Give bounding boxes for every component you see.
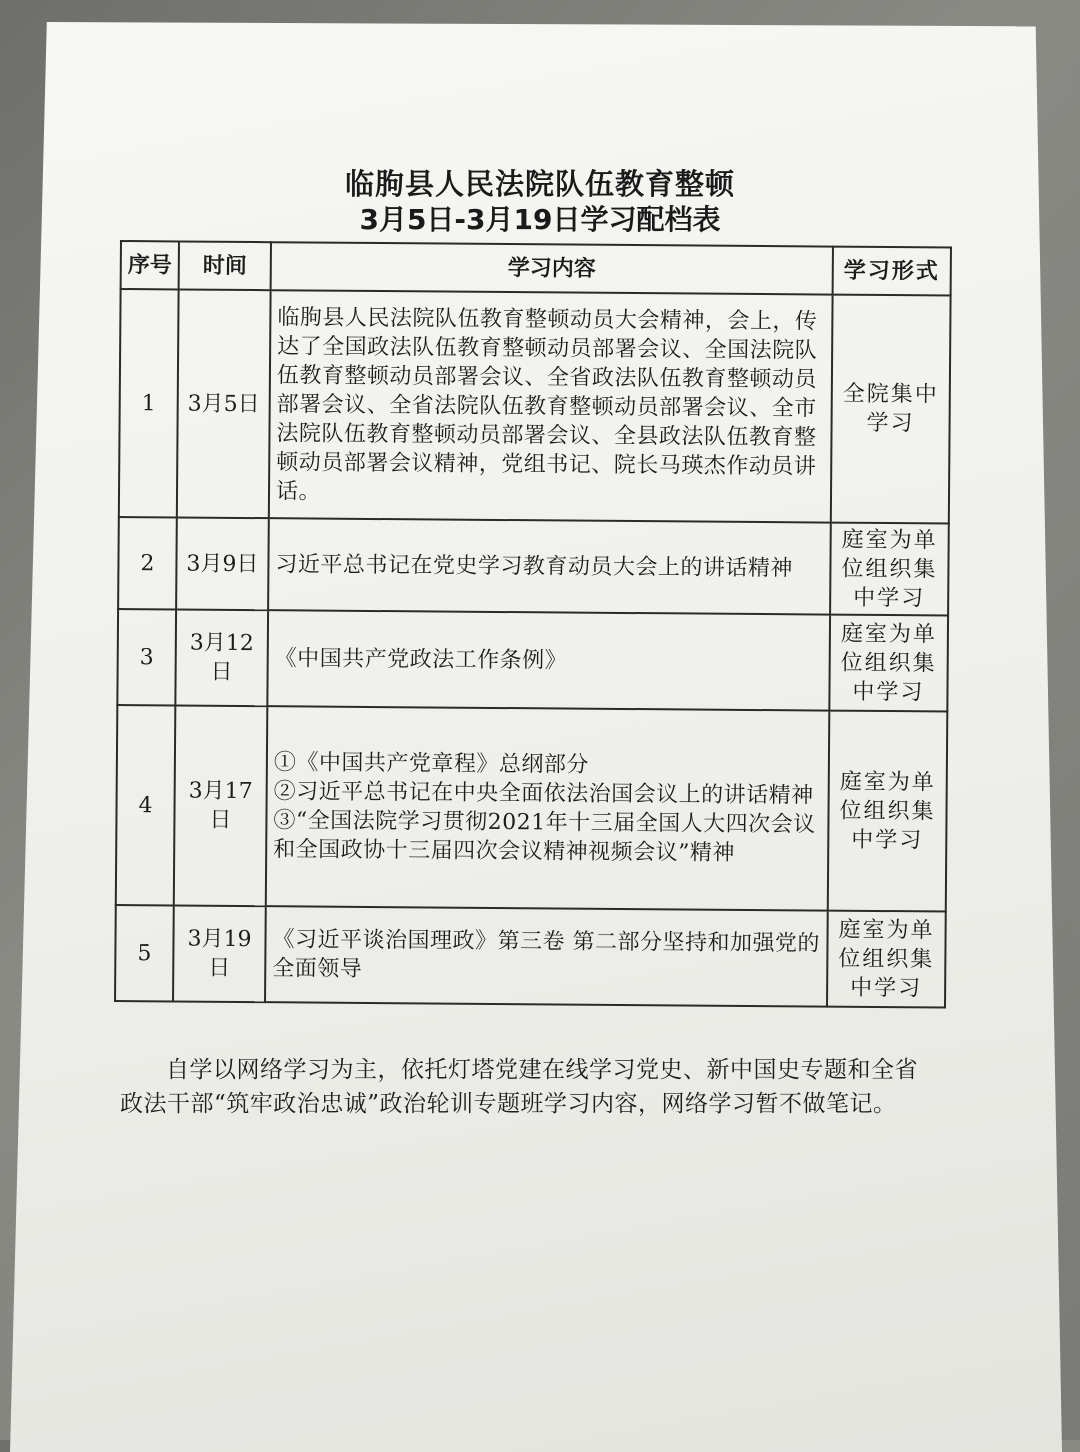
table-row <box>118 517 949 616</box>
header-number: 序号 <box>121 241 179 289</box>
row-form: 庭室为单位组织集中学习 <box>830 523 949 616</box>
content-line: 《习近平谈治国理政》第三卷 第二部分坚持和加强党的全面领导 <box>272 927 821 982</box>
row-form: 庭室为单位组织集中学习 <box>827 911 946 1008</box>
content-line: ③“全国法院学习贯彻2021年十三届全国人大四次会议和全国政协十三届四次会议精神视频会议”精神 <box>273 808 816 866</box>
content-line: ①《中国共产党章程》总纲部分 <box>273 750 590 778</box>
row-time: 3月12日 <box>175 609 268 706</box>
row-number: 5 <box>115 905 174 1001</box>
table-row <box>119 289 951 524</box>
row-content <box>266 706 830 910</box>
row-number: 1 <box>119 289 179 517</box>
row-number: 2 <box>118 517 177 609</box>
row-form: 全院集中学习 <box>831 295 951 524</box>
row-time: 3月9日 <box>176 517 269 610</box>
row-number: 4 <box>116 705 176 905</box>
row-content <box>267 610 830 710</box>
table-header-row <box>121 241 951 296</box>
row-form: 庭室为单位组织集中学习 <box>829 615 948 712</box>
table-row <box>115 905 946 1008</box>
content-line: ②习近平总书记在中央全面依法治国会议上的讲话精神 <box>273 779 814 809</box>
header-time: 时间 <box>179 241 271 290</box>
row-time: 3月19日 <box>173 905 266 1002</box>
table-row <box>116 705 948 912</box>
row-time: 3月5日 <box>177 289 271 518</box>
row-content <box>269 290 833 522</box>
document-subtitle: 3月5日-3月19日学习配档表 <box>359 203 721 236</box>
content-line: 临朐县人民法院队伍教育整顿动员大会精神，会上，传达了全国政法队伍教育整顿动员部署会议、全国法院队伍教育整顿动员部署会议、全省政法队伍教育整顿动员部署会议、全省法院队伍教育整顿动员部署会议、全市法院队伍教育整顿动员部署会议、全县政法队伍教育整顿动员部署会议精神，党组书记、院长马瑛杰作动员讲话。 <box>275 304 818 505</box>
footnote-paragraph: 自学以网络学习为主，依托灯塔党建在线学习党史、新中国史专题和全省政法干部“筑牢政治忠诚”政治轮训专题班学习内容，网络学习暂不做笔记。 <box>120 1057 918 1117</box>
row-number: 3 <box>117 609 176 705</box>
row-content <box>265 906 828 1006</box>
row-form: 庭室为单位组织集中学习 <box>828 711 948 912</box>
schedule-table <box>114 240 952 1009</box>
header-content: 学习内容 <box>271 242 833 294</box>
row-content <box>268 518 831 614</box>
document-title: 临朐县人民法院队伍教育整顿 <box>344 167 735 201</box>
header-form: 学习形式 <box>833 247 951 296</box>
content-line: 《中国共产党政法工作条例》 <box>274 645 568 674</box>
content-line: 习近平总书记在党史学习教育动员大会上的讲话精神 <box>275 551 794 581</box>
table-row <box>117 609 948 712</box>
row-time: 3月17日 <box>174 705 268 906</box>
